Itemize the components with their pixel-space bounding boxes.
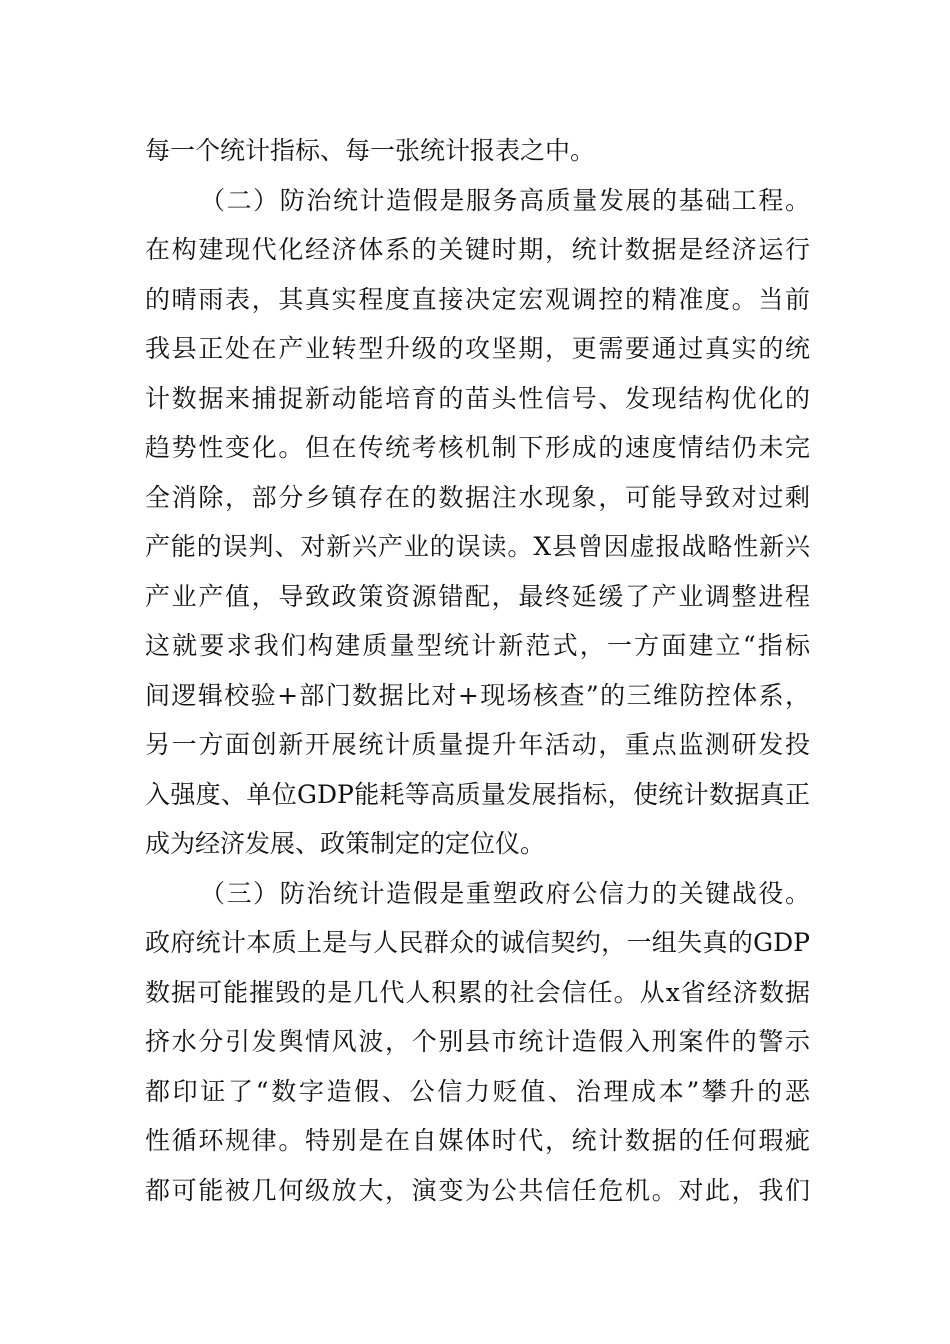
paragraph-line: 数据可能摧毁的是几代人积累的社会信任。从x省经济数据	[145, 977, 810, 1007]
paragraph-line: 另一方面创新开展统计质量提升年活动，重点监测研发投	[145, 730, 810, 759]
paragraph-line: 政府统计本质上是与人民群众的诚信契约，一组失真的GDP	[145, 928, 810, 957]
paragraph-line: 间逻辑校验+部门数据比对+现场核查”的三维防控体系，	[145, 680, 810, 710]
body-text	[145, 126, 810, 1215]
paragraph-line: 这就要求我们构建质量型统计新范式，一方面建立“指标	[145, 631, 810, 660]
paragraph-line: 我县正处在产业转型升级的攻坚期，更需要通过真实的统	[145, 334, 810, 363]
paragraph-line: 挤水分引发舆情风波，个别县市统计造假入刑案件的警示	[145, 1027, 810, 1056]
paragraph-line: 成为经济发展、政策制定的定位仪。	[145, 829, 546, 858]
paragraph-line: 产能的误判、对新兴产业的误读。X县曾因虚报战略性新兴	[145, 532, 810, 561]
section-heading-2: （二）防治统计造假是服务高质量发展的基础工程。	[200, 185, 810, 215]
paragraph-line: 全消除，部分乡镇存在的数据注水现象，可能导致对过剩	[145, 482, 810, 512]
paragraph-line: 的晴雨表，其真实程度直接决定宏观调控的精准度。当前	[145, 284, 810, 314]
paragraph-line: 都印证了“数字造假、公信力贬值、治理成本”攀升的恶	[145, 1076, 810, 1106]
paragraph-line: 性循环规律。特别是在自媒体时代，统计数据的任何瑕疵	[145, 1126, 810, 1155]
paragraph-line: 每一个统计指标、每一张统计报表之中。	[145, 136, 596, 165]
paragraph-line: 产业产值，导致政策资源错配，最终延缓了产业调整进程	[145, 581, 810, 611]
paragraph-line: 趋势性变化。但在传统考核机制下形成的速度情结仍未完	[145, 433, 810, 462]
paragraph-line: 计数据来捕捉新动能培育的苗头性信号、发现结构优化的	[145, 383, 810, 413]
paragraph-line: 在构建现代化经济体系的关键时期，统计数据是经济运行	[145, 235, 810, 264]
paragraph-line: 都可能被几何级放大，演变为公共信任危机。对此，我们	[145, 1175, 810, 1205]
paragraph-line: 入强度、单位GDP能耗等高质量发展指标，使统计数据真正	[145, 779, 810, 809]
section-heading-3: （三）防治统计造假是重塑政府公信力的关键战役。	[200, 878, 810, 908]
